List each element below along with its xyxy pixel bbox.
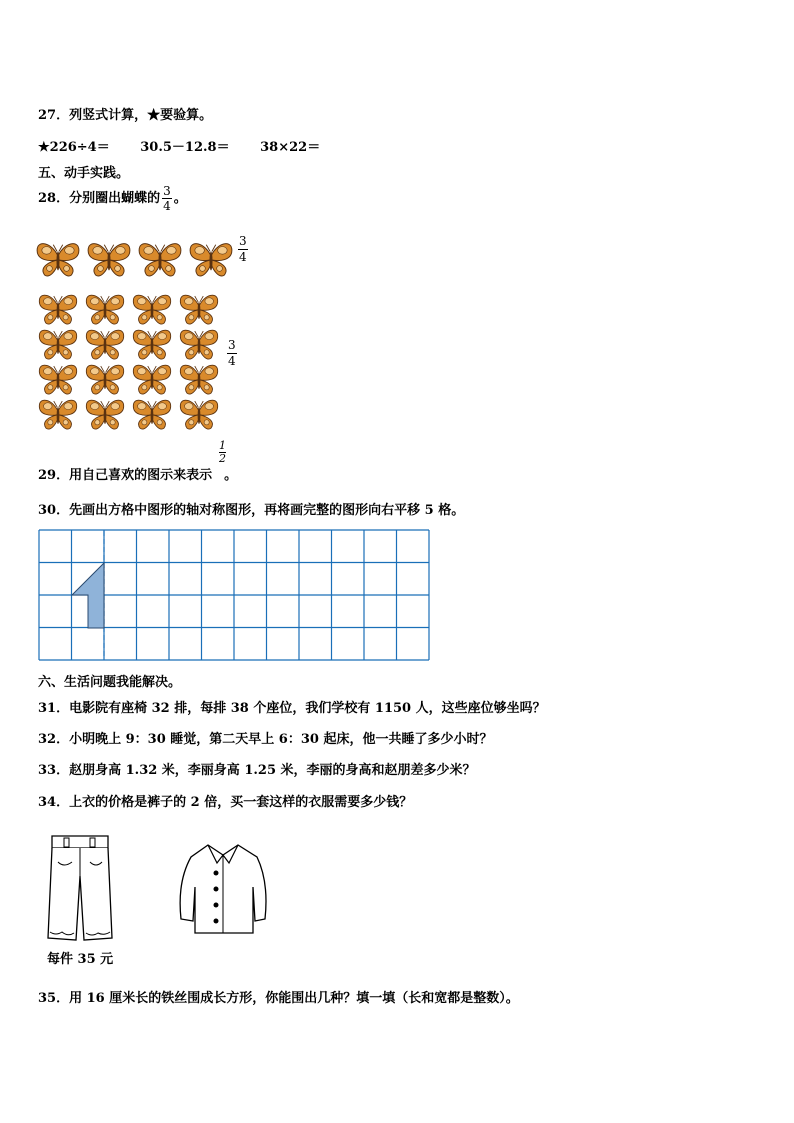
butterfly-icon [133, 295, 170, 324]
calc-3: 38×22＝ [260, 140, 321, 155]
fraction-three-quarters: $\frac{3}{4}$ [163, 184, 171, 213]
calculation-row [38, 136, 346, 155]
butterfly-icon [86, 295, 123, 324]
butterfly-icon [39, 400, 76, 429]
butterfly-icon [180, 400, 217, 429]
butterfly-icon [86, 365, 123, 394]
butterfly-icon [133, 400, 170, 429]
butterfly-icon [39, 330, 76, 359]
butterfly-grid [34, 290, 234, 430]
question-30: 30．先画出方格中图形的轴对称图形，再将画完整的图形向右平移 5 格。 [38, 503, 465, 518]
butterfly-icon [180, 330, 217, 359]
trousers-illustration [42, 832, 122, 947]
butterfly-icon [88, 244, 130, 276]
half-shape [72, 563, 104, 628]
butterfly-icon [133, 330, 170, 359]
butterfly-icon [86, 330, 123, 359]
price-label: 每件 35 元 [47, 952, 114, 967]
butterfly-icon [86, 400, 123, 429]
row-fraction: $\frac{3}{4}$ [239, 234, 247, 264]
square-grid [38, 529, 434, 661]
butterfly-row [34, 234, 264, 284]
butterfly-icon [139, 244, 181, 276]
question-32: 32．小明晚上 9：30 睡觉，第二天早上 6：30 起床，他一共睡了多少小时？ [38, 732, 493, 747]
butterfly-icon [180, 295, 217, 324]
butterfly-icon [190, 244, 232, 276]
butterfly-icon [39, 295, 76, 324]
butterfly-icon [39, 365, 76, 394]
butterfly-icon [133, 365, 170, 394]
question-28: 28．分别圈出蝴蝶的 $\frac{3}{4}$ 。 [38, 184, 187, 213]
question-33: 33．赵朋身高 1.32 米，李丽身高 1.25 米，李丽的身高和赵朋差多少米？ [38, 763, 476, 778]
calc-2: 30.5－12.8＝ [140, 140, 230, 155]
question-27: 27．列竖式计算，★要验算。 [38, 108, 213, 123]
question-35: 35．用 16 厘米长的铁丝围成长方形，你能围出几种？填一填（长和宽都是整数）。 [38, 991, 519, 1006]
question-34: 34．上衣的价格是裤子的 2 倍，买一套这样的衣服需要多少钱？ [38, 795, 413, 810]
butterfly-icon [37, 244, 79, 276]
question-31: 31．电影院有座椅 32 排，每排 38 个座位，我们学校有 1150 人，这些座位够坐吗？ [38, 701, 546, 716]
section-6-heading: 六、生活问题我能解决。 [38, 675, 182, 690]
butterfly-icon [180, 365, 217, 394]
section-5-heading: 五、动手实践。 [38, 166, 130, 181]
calc-1: ★226÷4＝ [38, 140, 110, 155]
fraction-one-half: $\frac{1}{2}$ [219, 439, 226, 465]
question-28-text: 28．分别圈出蝴蝶的 [38, 191, 161, 206]
shirt-illustration [173, 837, 273, 937]
question-29: 29．用自己喜欢的图示来表示 。 [38, 468, 238, 483]
grid-fraction: $\frac{3}{4}$ [228, 338, 236, 368]
